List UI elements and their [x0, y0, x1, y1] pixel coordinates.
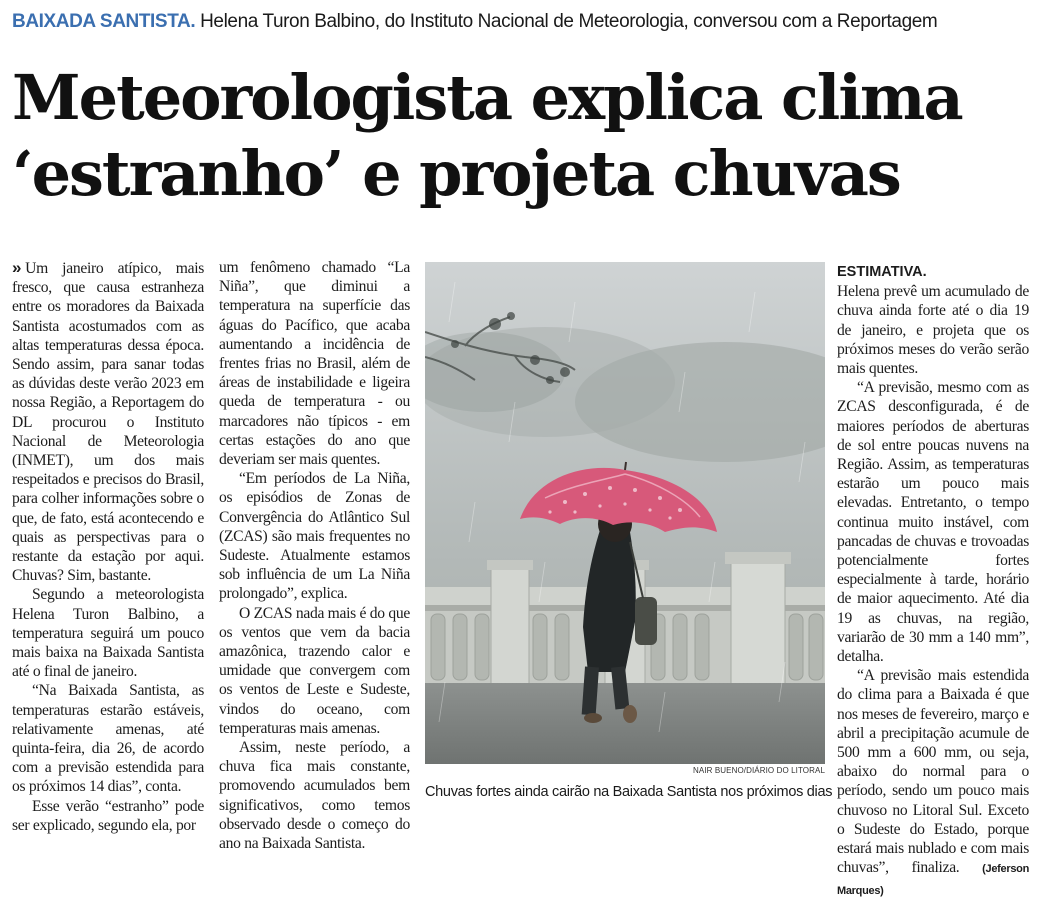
- column1-paragraph-4: Esse verão “estranho” pode ser explicado, segundo ela, por: [12, 797, 204, 834]
- double-chevron-icon: »: [12, 258, 22, 277]
- column4-paragraph-3: “A previsão mais estendida do clima para a Baixada é que nos meses de fevereiro, março e abril a precipitação acumule de 500 mm a 600 mm, ou seja, abaixo do normal para o período, sendo um pouco mais chuvoso no Litoral Sul. Exceto o Sudeste do Estado, porque estará mais nublado e com mais chuvas”, finaliza. (Jeferson Marques): [837, 667, 1029, 897]
- column4-section-heading: [837, 262, 1029, 282]
- article-column-4: [837, 262, 1029, 901]
- headline-line-2: ‘estranho’ e projeta chuvas: [12, 137, 900, 210]
- kicker: [12, 9, 1028, 35]
- column2-paragraph-4: Assim, neste período, a chuva fica mais constante, promovendo acumulados bem significativos, como temos observado desde o começo do ano na Baixada Santista.: [219, 739, 410, 853]
- section-label: ESTIMATIVA.: [837, 264, 927, 280]
- column2-paragraph-1: um fenômeno chamado “La Niña”, que diminui a temperatura na superfície das águas do Pacífico, que acaba aumentando a incidência de frentes frias no Brasil, além de áreas de instabilidade e ligeira queda de temperatura - ou marcadores não típicos - em certas estações do ano que deveriam ser mais quentes.: [219, 259, 410, 469]
- column1-paragraph-1: » Um janeiro atípico, mais fresco, que causa estranheza entre os moradores da Baixada Santista acostumados com as altas temperaturas dessa época. Sendo assim, para sanar todas as dúvidas deste verão 2023 em nossa Região, a Reportagem do DL procurou o Instituto Nacional de Meteorologia (INMET), um dos mais respeitados e precisos do Brasil, para colher informações sobre o que, de fato, está acontecendo e quais as perspectivas para o restante da estação por aqui. Chuvas? Sim, bastante.: [12, 258, 204, 585]
- news-photo: [425, 262, 825, 764]
- headline-line-1: Meteorologista explica clima: [12, 61, 962, 134]
- headline: [12, 60, 1022, 212]
- column1-paragraph-2: Segundo a meteorologista Helena Turon Balbino, a temperatura seguirá um pouco mais baixa na Baixada Santista até o final de janeiro.: [12, 586, 204, 681]
- column1-paragraph-3: “Na Baixada Santista, as temperaturas estarão estáveis, relativamente amenas, até quinta-feira, dia 26, de acordo com a previsão estendida para os próximos 14 dias”, conta.: [12, 682, 204, 796]
- woman-with-umbrella-photo: [425, 262, 825, 764]
- column2-paragraph-3: O ZCAS nada mais é do que os ventos que vem da bacia amazônica, trazendo calor e umidade que convergem com os ventos de Leste e Sudeste, vindos do oceano, com temperaturas mais amenas.: [219, 604, 410, 737]
- photo-credit: NAIR BUENO/DIÁRIO DO LITORAL: [692, 766, 825, 775]
- article-column-2: [219, 258, 410, 853]
- article-column-1: [12, 258, 204, 835]
- kicker-tag: BAIXADA SANTISTA.: [12, 11, 196, 32]
- column4-paragraph-1: Helena prevê um acumulado de chuva ainda forte até o dia 19 de janeiro, e projeta que os próximos meses do verão serão mais quentes.: [837, 283, 1029, 378]
- photo-caption: Chuvas fortes ainda cairão na Baixada Santista nos próximos dias: [425, 784, 833, 800]
- kicker-lead: Helena Turon Balbino, do Instituto Nacional de Meteorologia, conversou com a Reportagem: [200, 11, 938, 32]
- byline: (Jeferson Marques): [837, 863, 1029, 897]
- column2-paragraph-2: “Em períodos de La Niña, os episódios de Zonas de Convergência do Atlântico Sul (ZCAS) são mais frequentes no Sudeste. Atualmente estamos sob influência de um La Niña prolongado”, explica.: [219, 470, 410, 603]
- column4-paragraph-2: “A previsão, mesmo com as ZCAS desconfigurada, é de maiores períodos de aberturas de sol entre poucas nuvens na Região. Assim, as temperaturas estarão um pouco mais elevadas. Entretanto, o tempo continua muito instável, com pancadas de chuvas e trovoadas potencialmente fortes especialmente à tarde, horário de maior aquecimento. Até dia 19 as chuvas, na região, variarão de 30 mm a 140 mm”, detalha.: [837, 379, 1029, 666]
